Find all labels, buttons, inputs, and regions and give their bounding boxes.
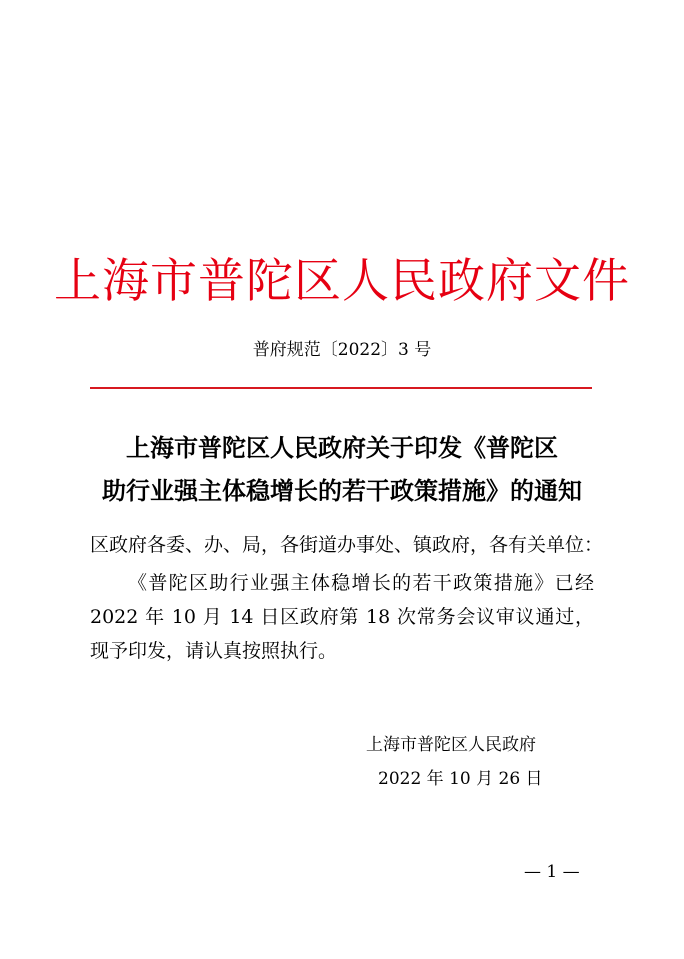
signature-date: 2022 年 10 月 26 日 — [378, 769, 543, 789]
document-header-title: 上海市普陀区人民政府文件 — [54, 254, 630, 309]
notice-title-line-1: 上海市普陀区人民政府关于印发《普陀区 — [126, 433, 558, 462]
red-separator-line — [90, 387, 592, 389]
body-paragraph: 《普陀区助行业强主体稳增长的若干政策措施》已经 2022 年 10 月 14 日区政府第 18 次常务会议审议通过，现予印发，请认真按照执行。 — [90, 572, 594, 662]
signature-issuer: 上海市普陀区人民政府 — [366, 735, 536, 755]
notice-title — [0, 426, 684, 512]
addressee-line: 区政府各委、办、局，各街道办事处、镇政府，各有关单位： — [90, 534, 604, 556]
page-number: — 1 — — [524, 862, 580, 882]
notice-title-line-2: 助行业强主体稳增长的若干政策措施》的通知 — [102, 476, 582, 505]
document-number: 普府规范〔2022〕3 号 — [252, 340, 432, 360]
